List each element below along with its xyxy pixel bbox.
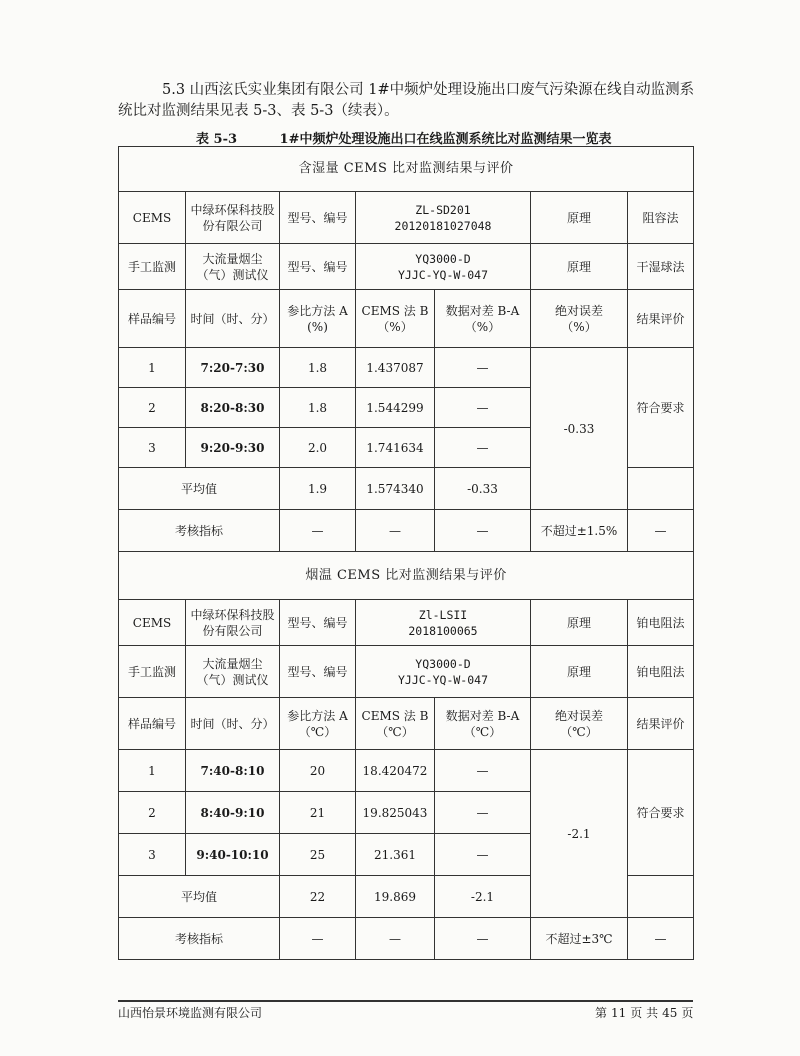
sample-id: 2 — [119, 388, 186, 428]
footer-divider — [118, 1000, 693, 1002]
criteria-b: — — [356, 918, 435, 960]
sample-time: 8:40-9:10 — [186, 792, 280, 834]
cems-info-row — [119, 192, 694, 244]
value-a: 1.8 — [280, 348, 356, 388]
cems-principle-label: 原理 — [531, 192, 628, 244]
criteria-eval: — — [628, 510, 694, 552]
page-suffix: 页 — [681, 1006, 694, 1020]
page-mid: 页 共 — [630, 1006, 659, 1020]
manual-model-label: 型号、编号 — [280, 244, 356, 290]
intro-text: 5.3 山西泫氏实业集团有限公司 1#中频炉处理设施出口废气污染源在线自动监测系统比对监测结果见表 5-3、表 5-3（续表）。 — [118, 82, 695, 119]
average-label: 平均值 — [119, 876, 280, 918]
cems-model-label: 型号、编号 — [280, 192, 356, 244]
value-a: 25 — [280, 834, 356, 876]
table-number: 表 5-3 — [196, 132, 238, 147]
section-title: 烟温 CEMS 比对监测结果与评价 — [119, 552, 694, 600]
sample-time: 7:20-7:30 — [186, 348, 280, 388]
cems-maker: 中绿环保科技股份有限公司 — [186, 600, 280, 646]
footer-page-number — [593, 1004, 695, 1021]
sample-id: 1 — [119, 750, 186, 792]
header-diff: 数据对差 B-A （℃） — [435, 698, 531, 750]
header-abs-error: 绝对误差 （%） — [531, 290, 628, 348]
criteria-diff: — — [435, 510, 531, 552]
abs-error-value: -0.33 — [531, 348, 628, 510]
evaluation-value: 符合要求 — [628, 750, 694, 876]
average-a: 1.9 — [280, 468, 356, 510]
header-reference-a: 参比方法 A (%) — [280, 290, 356, 348]
average-a: 22 — [280, 876, 356, 918]
manual-model-label: 型号、编号 — [280, 646, 356, 698]
criteria-a: — — [280, 510, 356, 552]
criteria-row — [119, 918, 694, 960]
manual-instrument: 大流量烟尘（气）测试仪 — [186, 646, 280, 698]
empty-cell — [628, 468, 694, 510]
page-total: 45 — [662, 1006, 678, 1020]
section-header-row — [119, 147, 694, 192]
value-diff: — — [435, 834, 531, 876]
table-row — [119, 348, 694, 388]
value-b: 1.544299 — [356, 388, 435, 428]
footer-company: 山西怡景环境监测有限公司 — [118, 1006, 263, 1020]
evaluation-value: 符合要求 — [628, 348, 694, 468]
sample-time: 8:20-8:30 — [186, 388, 280, 428]
value-a: 20 — [280, 750, 356, 792]
header-cems-b: CEMS 法 B （%） — [356, 290, 435, 348]
section-title: 含湿量 CEMS 比对监测结果与评价 — [119, 147, 694, 192]
cems-principle: 阻容法 — [628, 192, 694, 244]
manual-principle-label: 原理 — [531, 646, 628, 698]
comparison-table — [118, 146, 694, 960]
criteria-limit: 不超过±1.5% — [531, 510, 628, 552]
average-diff: -2.1 — [435, 876, 531, 918]
cems-model: Zl-LSII 2018100065 — [356, 600, 531, 646]
cems-principle: 铂电阻法 — [628, 600, 694, 646]
value-a: 2.0 — [280, 428, 356, 468]
value-b: 18.420472 — [356, 750, 435, 792]
page-prefix: 第 — [595, 1006, 608, 1020]
page-current: 11 — [611, 1006, 627, 1020]
manual-model: YQ3000-D YJJC-YQ-W-047 — [356, 646, 531, 698]
sample-id: 3 — [119, 428, 186, 468]
manual-info-row — [119, 646, 694, 698]
criteria-row — [119, 510, 694, 552]
criteria-b: — — [356, 510, 435, 552]
average-b: 1.574340 — [356, 468, 435, 510]
criteria-label: 考核指标 — [119, 510, 280, 552]
manual-principle-label: 原理 — [531, 244, 628, 290]
manual-label: 手工监测 — [119, 244, 186, 290]
value-diff: — — [435, 792, 531, 834]
manual-model: YQ3000-D YJJC-YQ-W-047 — [356, 244, 531, 290]
average-diff: -0.33 — [435, 468, 531, 510]
header-sample-id: 样品编号 — [119, 698, 186, 750]
sample-id: 1 — [119, 348, 186, 388]
value-b: 19.825043 — [356, 792, 435, 834]
header-time: 时间（时、分） — [186, 698, 280, 750]
intro-paragraph — [118, 80, 708, 122]
column-header-row — [119, 698, 694, 750]
header-cems-b: CEMS 法 B （℃） — [356, 698, 435, 750]
cems-label: CEMS — [119, 600, 186, 646]
value-diff: — — [435, 348, 531, 388]
empty-cell — [628, 876, 694, 918]
header-abs-error: 绝对误差 （℃） — [531, 698, 628, 750]
value-b: 21.361 — [356, 834, 435, 876]
cems-principle-label: 原理 — [531, 600, 628, 646]
header-reference-a: 参比方法 A （℃） — [280, 698, 356, 750]
criteria-eval: — — [628, 918, 694, 960]
manual-info-row — [119, 244, 694, 290]
criteria-a: — — [280, 918, 356, 960]
value-b: 1.741634 — [356, 428, 435, 468]
section-header-row — [119, 552, 694, 600]
sample-time: 9:40-10:10 — [186, 834, 280, 876]
table-row — [119, 750, 694, 792]
value-a: 1.8 — [280, 388, 356, 428]
value-b: 1.437087 — [356, 348, 435, 388]
criteria-limit: 不超过±3℃ — [531, 918, 628, 960]
average-label: 平均值 — [119, 468, 280, 510]
manual-principle: 铂电阻法 — [628, 646, 694, 698]
sample-time: 9:20-9:30 — [186, 428, 280, 468]
manual-instrument: 大流量烟尘（气）测试仪 — [186, 244, 280, 290]
manual-principle: 干湿球法 — [628, 244, 694, 290]
header-diff: 数据对差 B-A （%） — [435, 290, 531, 348]
column-header-row — [119, 290, 694, 348]
header-evaluation: 结果评价 — [628, 290, 694, 348]
table-title: 1#中频炉处理设施出口在线监测系统比对监测结果一览表 — [279, 132, 612, 147]
criteria-diff: — — [435, 918, 531, 960]
value-diff: — — [435, 750, 531, 792]
cems-maker: 中绿环保科技股份有限公司 — [186, 192, 280, 244]
sample-id: 3 — [119, 834, 186, 876]
table-caption — [196, 128, 612, 147]
average-b: 19.869 — [356, 876, 435, 918]
criteria-label: 考核指标 — [119, 918, 280, 960]
abs-error-value: -2.1 — [531, 750, 628, 918]
value-a: 21 — [280, 792, 356, 834]
value-diff: — — [435, 428, 531, 468]
cems-info-row — [119, 600, 694, 646]
cems-model-label: 型号、编号 — [280, 600, 356, 646]
sample-time: 7:40-8:10 — [186, 750, 280, 792]
manual-label: 手工监测 — [119, 646, 186, 698]
value-diff: — — [435, 388, 531, 428]
header-time: 时间（时、分） — [186, 290, 280, 348]
header-evaluation: 结果评价 — [628, 698, 694, 750]
sample-id: 2 — [119, 792, 186, 834]
header-sample-id: 样品编号 — [119, 290, 186, 348]
cems-label: CEMS — [119, 192, 186, 244]
cems-model: ZL-SD201 20120181027048 — [356, 192, 531, 244]
